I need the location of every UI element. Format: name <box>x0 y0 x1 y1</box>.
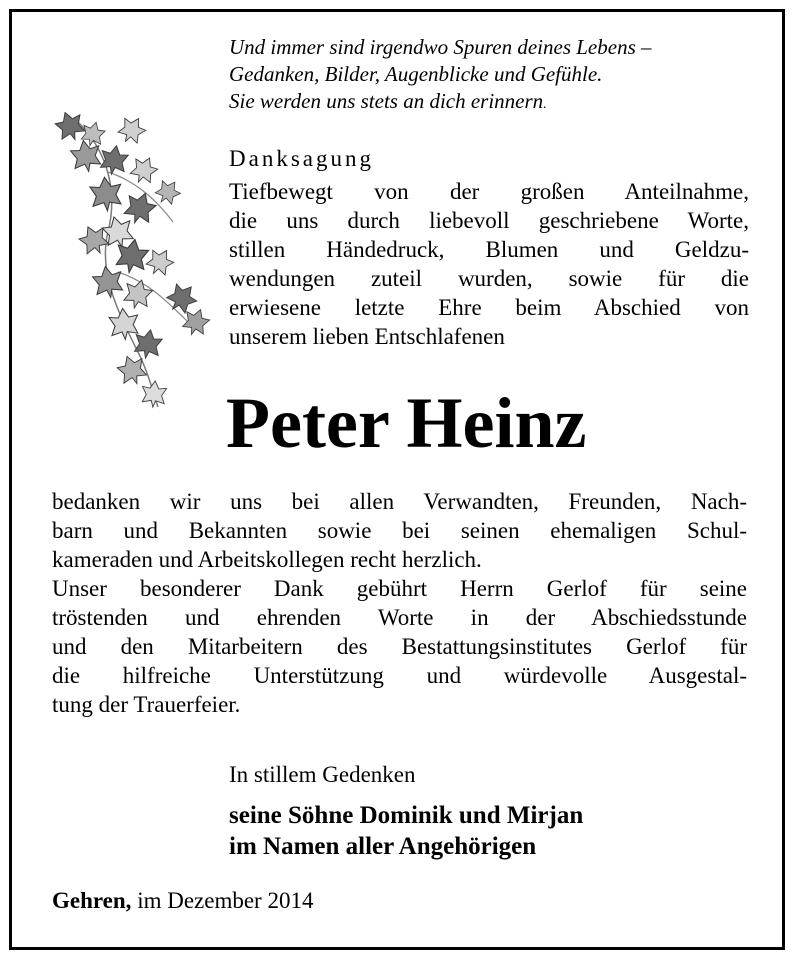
body-line: die hilfreiche Unterstützung und würdevolle Ausgestal- <box>52 663 747 688</box>
body-line: tung der Trauerfeier. <box>52 692 241 717</box>
intro-line: erwiesene letzte Ehre beim Abschied von <box>229 295 749 320</box>
intro-line: unserem lieben Entschlafenen <box>229 324 505 349</box>
deceased-name: Peter Heinz <box>226 383 587 463</box>
place-name: Gehren, <box>52 888 132 913</box>
closing-phrase: In stillem Gedenken <box>229 762 416 787</box>
date-text: im Dezember 2014 <box>137 888 314 913</box>
ivy-leaves-icon <box>48 112 218 412</box>
body-line: tröstenden und ehrenden Worte in der Abschiedsstunde <box>52 605 747 630</box>
quote-line: Sie werden uns stets an dich erinnern. <box>229 89 547 113</box>
intro-line: Tiefbewegt von der großen Anteilnahme, <box>229 179 749 204</box>
body-line: bedanken wir uns bei allen Verwandten, Freunden, Nach- <box>52 489 747 514</box>
body-line: und den Mitarbeitern des Bestattungsinstitutes Gerlof für <box>52 634 747 659</box>
signatory-line: im Namen aller Angehörigen <box>229 833 537 860</box>
thanks-paragraph <box>52 487 747 719</box>
signatories <box>229 800 583 862</box>
intro-line: wendungen zuteil wurden, sowie für die <box>229 266 749 291</box>
intro-line: stillen Händedruck, Blumen und Geldzu- <box>229 237 749 262</box>
signatory-line: seine Söhne Dominik und Mirjan <box>229 802 584 829</box>
body-line: Unser besonderer Dank gebührt Herrn Gerlof für seine <box>52 576 747 601</box>
quote-period: . <box>543 97 547 112</box>
place-and-date <box>52 886 313 915</box>
body-line: kameraden und Arbeitskollegen recht herzlich. <box>52 547 482 572</box>
intro-paragraph <box>229 177 749 351</box>
heading-danksagung: Danksagung <box>229 146 374 171</box>
quote-line: Und immer sind irgendwo Spuren deines Lebens – <box>229 35 652 59</box>
quote-line: Gedanken, Bilder, Augenblicke und Gefühle. <box>229 62 603 86</box>
intro-line: die uns durch liebevoll geschriebene Worte, <box>229 208 749 233</box>
body-line: barn und Bekannten sowie bei seinen ehemaligen Schul- <box>52 518 747 543</box>
memorial-quote <box>229 34 769 118</box>
